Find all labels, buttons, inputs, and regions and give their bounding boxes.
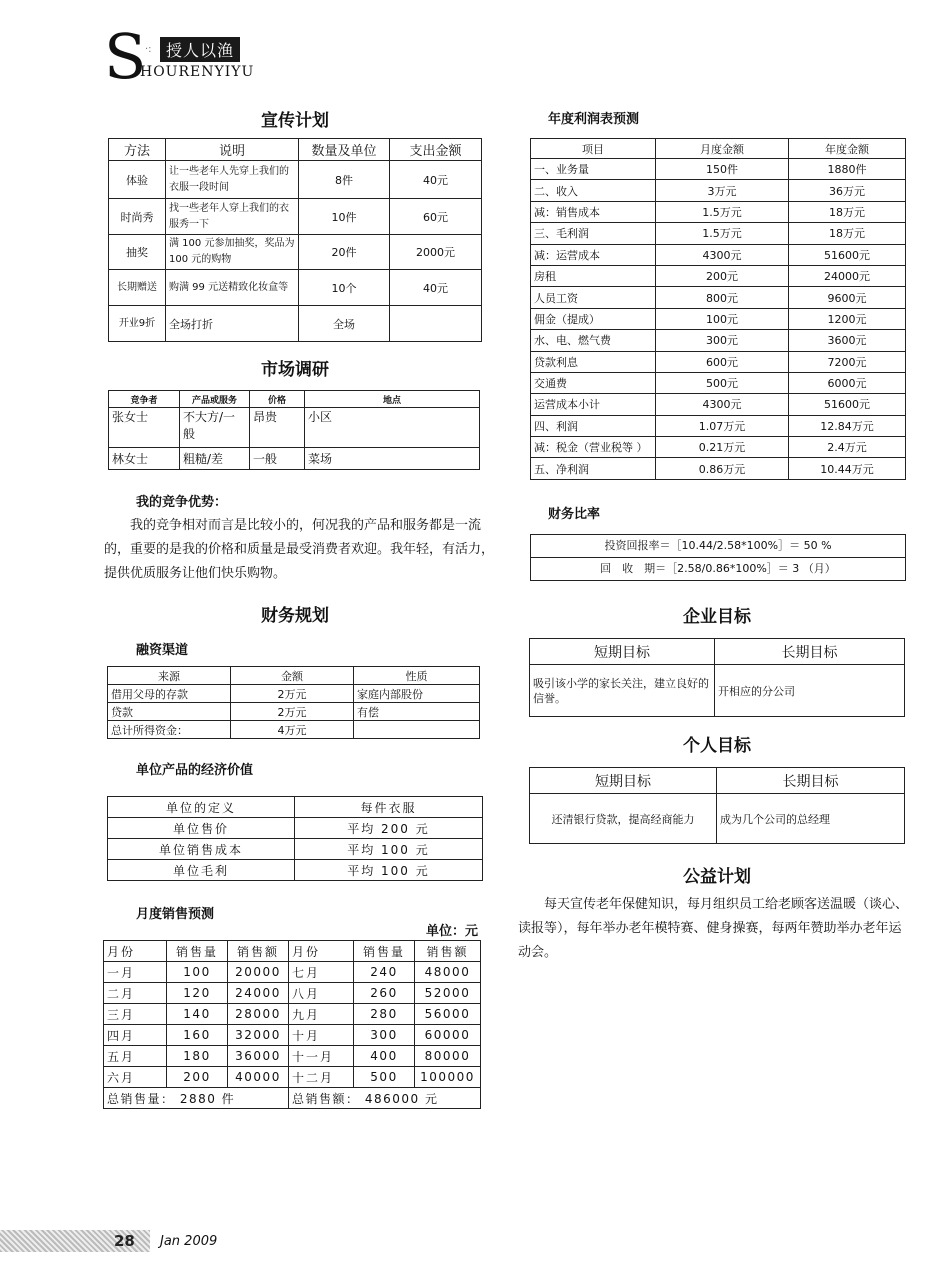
monthly-cell: 九月 [289,1004,354,1025]
monthly-total-qty: 总销售量： 2880 件 [104,1088,289,1109]
profit-item: 二、收入 [531,180,656,201]
ratio-title: 财务比率 [548,507,601,522]
profit-annual: 18万元 [789,223,906,244]
monthly-cell: 280 [354,1004,415,1025]
monthly-cell: 300 [354,1025,415,1046]
monthly-cell: 180 [167,1046,228,1067]
profit-monthly: 800元 [656,287,789,308]
table-row [531,159,906,180]
corp-goal-title: 企业目标 [683,607,751,627]
table-row [104,1088,481,1109]
corp-goal-table [529,638,905,717]
monthly-cell: 一月 [104,962,167,983]
profit-item: 减：销售成本 [531,201,656,222]
table-row [109,199,482,235]
monthly-header: 销售量 [354,941,415,962]
monthly-cell: 500 [354,1067,415,1088]
monthly-unit: 单位：元 [426,924,479,939]
promo-desc: 购满 99 元送精致化妆盒等 [166,270,299,306]
profit-annual: 3600元 [789,330,906,351]
market-competitor: 林女士 [109,448,180,470]
market-header: 价格 [250,391,305,408]
monthly-cell: 三月 [104,1004,167,1025]
table-row [531,180,906,201]
funding-amount: 2万元 [231,703,354,721]
profit-annual: 2.4万元 [789,437,906,458]
market-price: 昂贵 [250,408,305,448]
monthly-cell: 六月 [104,1067,167,1088]
table-row [531,265,906,286]
monthly-cell: 24000 [228,983,289,1004]
table-row [108,839,483,860]
profit-annual: 9600元 [789,287,906,308]
promo-qty: 10个 [299,270,390,306]
monthly-cell: 二月 [104,983,167,1004]
funding-title: 融资渠道 [136,643,189,658]
profit-item: 房租 [531,265,656,286]
table-row [531,201,906,222]
funding-header: 金额 [231,667,354,685]
funding-header: 性质 [354,667,480,685]
profit-monthly: 0.21万元 [656,437,789,458]
profit-monthly: 150件 [656,159,789,180]
monthly-header: 销售量 [167,941,228,962]
table-row [108,818,483,839]
table-row [108,797,483,818]
unit-value: 平均 100 元 [295,839,483,860]
table-row [104,1067,481,1088]
monthly-title: 月度销售预测 [136,907,215,922]
market-table [108,390,480,470]
monthly-cell: 260 [354,983,415,1004]
funding-amount: 2万元 [231,685,354,703]
monthly-cell: 52000 [415,983,481,1004]
monthly-header: 销售额 [415,941,481,962]
unit-key: 单位售价 [108,818,295,839]
monthly-cell: 60000 [415,1025,481,1046]
market-competitor: 张女士 [109,408,180,448]
table-row [109,270,482,306]
profit-monthly: 1.5万元 [656,201,789,222]
funding-table [107,666,480,739]
promo-header: 说明 [166,139,299,161]
monthly-cell: 100000 [415,1067,481,1088]
profit-annual: 1200元 [789,308,906,329]
table-row [531,244,906,265]
market-title: 市场调研 [261,360,329,380]
promo-qty: 20件 [299,235,390,270]
monthly-cell: 80000 [415,1046,481,1067]
personal-goal-table [529,767,905,844]
charity-text: 每天宣传老年保健知识，每月组织员工给老顾客送温暖（谈心、读报等），每年举办老年模特赛、健身操赛，每两年赞助举办老年运动会。 [518,897,909,960]
logo-box: 授人以渔 [160,37,240,62]
promo-header: 数量及单位 [299,139,390,161]
profit-annual: 7200元 [789,351,906,372]
table-row [104,1025,481,1046]
profit-item: 减：税金（营业税等 ） [531,437,656,458]
table-row [108,685,480,703]
market-header: 地点 [305,391,480,408]
monthly-cell: 十一月 [289,1046,354,1067]
monthly-cell: 400 [354,1046,415,1067]
table-row [531,394,906,415]
personal-long-goal: 成为几个公司的总经理 [717,794,905,844]
logo-subtitle: HOURENYIYU [140,64,255,80]
promo-header: 支出金额 [390,139,482,161]
profit-annual: 10.44万元 [789,458,906,479]
table-row [104,983,481,1004]
table-row [109,448,480,470]
profit-monthly: 100元 [656,308,789,329]
promo-method: 体验 [109,161,166,199]
table-row [108,721,480,739]
logo-dots: ·: [145,44,152,55]
market-location: 菜场 [305,448,480,470]
logo-letter: S [104,20,147,93]
unit-key: 单位的定义 [108,797,295,818]
promo-desc: 找一些老年人穿上我们的衣服秀一下 [166,199,299,235]
unit-value-title: 单位产品的经济价值 [136,763,254,778]
issue-date: Jan 2009 [160,1234,218,1249]
promo-title: 宣传计划 [261,111,329,131]
profit-annual: 18万元 [789,201,906,222]
monthly-cell: 160 [167,1025,228,1046]
payback-formula: 回 收 期＝［2.58/0.86*100%］＝ 3 （月） [531,557,905,580]
table-row [531,437,906,458]
unit-value: 每件衣服 [295,797,483,818]
unit-value: 平均 100 元 [295,860,483,881]
corp-short-goal: 吸引该小学的家长关注，建立良好的信誉。 [530,665,715,717]
monthly-cell: 七月 [289,962,354,983]
monthly-cell: 120 [167,983,228,1004]
table-row [109,235,482,270]
table-row [109,161,482,199]
table-row [109,306,482,342]
table-row [531,223,906,244]
profit-monthly: 4300元 [656,244,789,265]
advantage-text: 我的竞争相对而言是比较小的，何况我的产品和服务都是一流的，重要的是我的价格和质量是最受消费者欢迎。我年轻，有活力，提供优质服务让他们快乐购物。 [104,518,495,581]
profit-item: 三、毛利润 [531,223,656,244]
promo-table [108,138,482,342]
monthly-cell: 28000 [228,1004,289,1025]
promo-cost: 60元 [390,199,482,235]
funding-header: 来源 [108,667,231,685]
table-row [530,794,905,844]
personal-long-header: 长期目标 [717,768,905,794]
monthly-cell: 56000 [415,1004,481,1025]
profit-item: 水、电、燃气费 [531,330,656,351]
promo-method: 长期赠送 [109,270,166,306]
monthly-sales-table [103,940,481,1109]
monthly-cell: 八月 [289,983,354,1004]
funding-type: 有偿 [354,703,480,721]
monthly-cell: 48000 [415,962,481,983]
funding-source: 贷款 [108,703,231,721]
monthly-header: 月份 [104,941,167,962]
market-product: 粗糙/差 [180,448,250,470]
profit-monthly: 300元 [656,330,789,351]
profit-annual: 12.84万元 [789,415,906,436]
finance-title: 财务规划 [261,606,329,626]
promo-method: 时尚秀 [109,199,166,235]
profit-item: 人员工资 [531,287,656,308]
charity-title: 公益计划 [683,867,751,887]
table-row [104,1046,481,1067]
profit-table [530,138,906,480]
monthly-total-amount: 总销售额： 486000 元 [289,1088,481,1109]
monthly-header: 销售额 [228,941,289,962]
promo-cost: 2000元 [390,235,482,270]
unit-key: 单位毛利 [108,860,295,881]
monthly-cell: 100 [167,962,228,983]
profit-annual: 51600元 [789,244,906,265]
promo-desc: 全场打折 [166,306,299,342]
profit-annual: 51600元 [789,394,906,415]
profit-item: 一、业务量 [531,159,656,180]
monthly-cell: 十月 [289,1025,354,1046]
profit-item: 运营成本小计 [531,394,656,415]
table-row [531,351,906,372]
funding-source: 借用父母的存款 [108,685,231,703]
table-row [104,1004,481,1025]
roi-formula: 投资回报率＝［10.44/2.58*100%］＝ 50 % [604,539,832,552]
promo-desc: 让一些老年人先穿上我们的衣服一段时间 [166,161,299,199]
corp-short-header: 短期目标 [530,639,715,665]
unit-key: 单位销售成本 [108,839,295,860]
profit-item: 佣金（提成） [531,308,656,329]
monthly-cell: 五月 [104,1046,167,1067]
promo-cost: 40元 [390,161,482,199]
market-header: 产品或服务 [180,391,250,408]
profit-annual: 1880件 [789,159,906,180]
personal-short-goal: 还清银行贷款，提高经商能力 [530,794,717,844]
personal-short-header: 短期目标 [530,768,717,794]
unit-value: 平均 200 元 [295,818,483,839]
promo-cost: 40元 [390,270,482,306]
funding-amount: 4万元 [231,721,354,739]
table-row [531,458,906,479]
promo-desc: 满 100 元参加抽奖，奖品为 100 元的购物 [166,235,299,270]
table-row [531,330,906,351]
promo-method: 开业9折 [109,306,166,342]
profit-title: 年度利润表预测 [548,112,640,127]
monthly-cell: 240 [354,962,415,983]
profit-monthly: 4300元 [656,394,789,415]
promo-header: 方法 [109,139,166,161]
corp-long-goal: 开相应的分公司 [715,665,905,717]
profit-header: 项目 [531,139,656,159]
market-price: 一般 [250,448,305,470]
monthly-cell: 20000 [228,962,289,983]
ratio-box [530,534,906,581]
promo-qty: 8件 [299,161,390,199]
advantage-title: 我的竞争优势： [136,495,228,510]
table-row [108,703,480,721]
promo-qty: 全场 [299,306,390,342]
profit-monthly: 1.5万元 [656,223,789,244]
profit-monthly: 500元 [656,372,789,393]
personal-goal-title: 个人目标 [683,736,751,756]
profit-item: 五、净利润 [531,458,656,479]
funding-type [354,721,480,739]
profit-monthly: 200元 [656,265,789,286]
monthly-cell: 十二月 [289,1067,354,1088]
market-header: 竞争者 [109,391,180,408]
monthly-cell: 200 [167,1067,228,1088]
profit-annual: 36万元 [789,180,906,201]
profit-header: 年度金额 [789,139,906,159]
table-row [530,665,905,717]
profit-header: 月度金额 [656,139,789,159]
table-row [531,415,906,436]
table-row [531,287,906,308]
market-location: 小区 [305,408,480,448]
corp-long-header: 长期目标 [715,639,905,665]
profit-item: 交通费 [531,372,656,393]
monthly-cell: 140 [167,1004,228,1025]
unit-value-table [107,796,483,881]
monthly-header: 月份 [289,941,354,962]
monthly-cell: 40000 [228,1067,289,1088]
profit-item: 减：运营成本 [531,244,656,265]
monthly-cell: 36000 [228,1046,289,1067]
profit-monthly: 0.86万元 [656,458,789,479]
profit-monthly: 600元 [656,351,789,372]
page-number: 28 [114,1232,135,1250]
funding-source: 总计所得资金： [108,721,231,739]
monthly-cell: 32000 [228,1025,289,1046]
table-row [109,408,480,448]
profit-monthly: 1.07万元 [656,415,789,436]
monthly-cell: 四月 [104,1025,167,1046]
funding-type: 家庭内部股份 [354,685,480,703]
profit-annual: 6000元 [789,372,906,393]
profit-item: 贷款利息 [531,351,656,372]
profit-item: 四、利润 [531,415,656,436]
profit-annual: 24000元 [789,265,906,286]
promo-cost [390,306,482,342]
table-row [531,372,906,393]
promo-method: 抽奖 [109,235,166,270]
promo-qty: 10件 [299,199,390,235]
profit-monthly: 3万元 [656,180,789,201]
table-row [108,860,483,881]
market-product: 不大方/一般 [180,408,250,448]
table-row [104,962,481,983]
table-row [531,308,906,329]
